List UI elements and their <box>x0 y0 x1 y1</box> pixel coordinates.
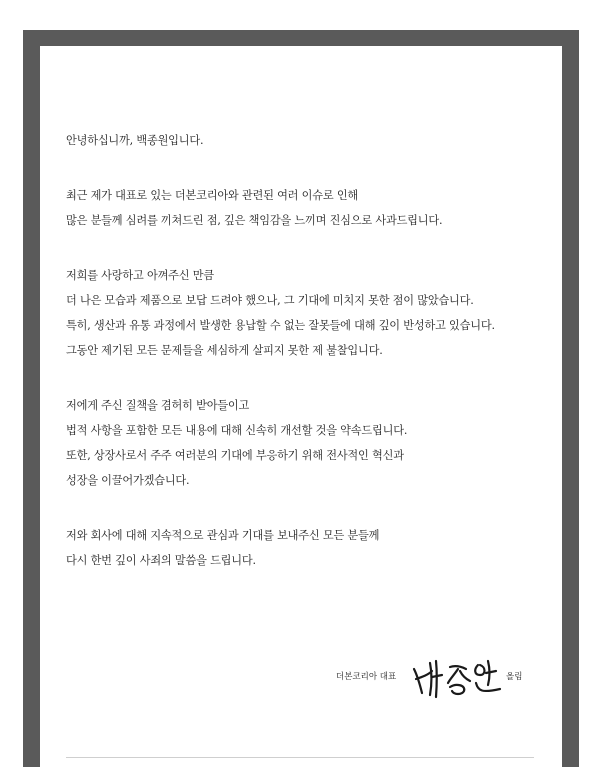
signature-block <box>330 655 540 699</box>
letter-line: 성장을 이끌어가겠습니다. <box>66 474 190 487</box>
paragraph-greeting <box>66 128 556 153</box>
letter-line: 최근 제가 대표로 있는 더본코리아와 관련된 여러 이슈로 인해 <box>66 189 359 202</box>
paragraph-closing <box>66 523 556 573</box>
letter-line: 또한, 상장사로서 주주 여러분의 기대에 부응하기 위해 전사적인 혁신과 <box>66 449 404 462</box>
signature-title: 더본코리아 대표 <box>336 672 397 682</box>
letter-line: 저와 회사에 대해 지속적으로 관심과 기대를 보내주신 모든 분들께 <box>66 529 380 542</box>
letter-line: 많은 분들께 심려를 끼쳐드린 점, 깊은 책임감을 느끼며 진심으로 사과드립니다. <box>66 214 443 227</box>
paragraph-commitment <box>66 393 556 493</box>
signature-suffix: 올림 <box>506 672 523 682</box>
letter-line: 저에게 주신 질책을 겸허히 받아들이고 <box>66 399 250 412</box>
footer-divider <box>66 757 534 758</box>
letter-line: 특히, 생산과 유통 과정에서 발생한 용납할 수 없는 잘못들에 대해 깊이 반성하고 있습니다. <box>66 319 495 332</box>
paragraph-apology <box>66 183 556 233</box>
paragraph-reflection <box>66 263 556 363</box>
letter-line: 안녕하십니까, 백종원입니다. <box>66 134 204 147</box>
letter-line: 저희를 사랑하고 아껴주신 만큼 <box>66 269 214 282</box>
letter-body <box>66 128 556 603</box>
letter-line: 더 나은 모습과 제품으로 보답 드려야 했으나, 그 기대에 미치지 못한 점이 많았습니다. <box>66 294 474 307</box>
handwritten-signature <box>410 655 523 699</box>
letter-line: 그동안 제기된 모든 문제들을 세심하게 살피지 못한 제 불찰입니다. <box>66 344 383 357</box>
letter-line: 법적 사항을 포함한 모든 내용에 대해 신속히 개선할 것을 약속드립니다. <box>66 424 408 437</box>
letter-line: 다시 한번 깊이 사죄의 말씀을 드립니다. <box>66 554 256 567</box>
